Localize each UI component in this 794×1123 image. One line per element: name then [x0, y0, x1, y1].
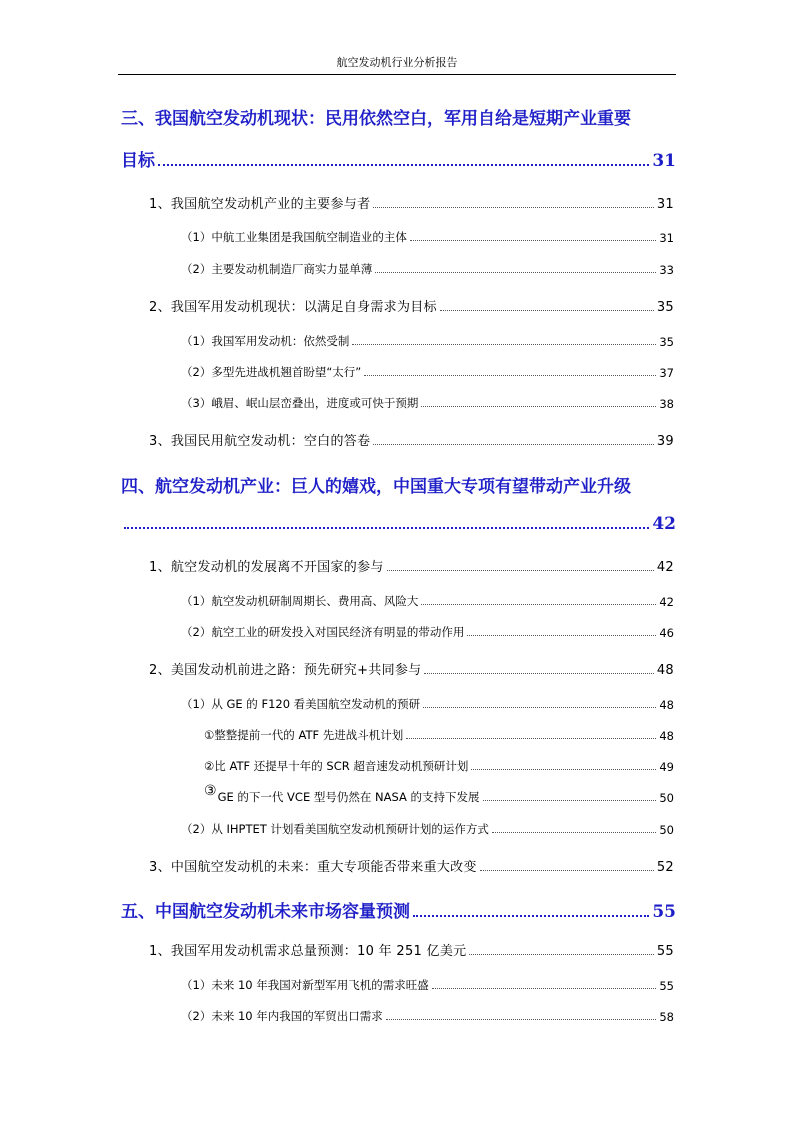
leader-dots — [421, 604, 656, 605]
toc-page-number: 38 — [659, 397, 674, 411]
toc-section-3-title-cont: 目标 — [121, 151, 155, 171]
toc-item[interactable] — [181, 977, 674, 993]
leader-dots — [386, 1019, 657, 1020]
toc-page-number: 42 — [659, 595, 674, 609]
toc-page-number: 35 — [659, 335, 674, 349]
toc-item[interactable] — [149, 556, 674, 575]
toc-item[interactable] — [181, 364, 674, 380]
toc-item-label: 2、美国发动机前进之路：预先研究+共同参与 — [149, 663, 422, 678]
toc-item[interactable] — [181, 1008, 674, 1024]
toc-item-label: （2）航空工业的研发投入对国民经济有明显的带动作用 — [181, 625, 465, 639]
leader-dots — [483, 800, 657, 801]
toc-item-label: 3、中国航空发动机的未来：重大专项能否带来重大改变 — [149, 860, 477, 875]
toc-item[interactable] — [204, 758, 674, 774]
toc-item[interactable] — [149, 659, 674, 678]
toc-section-3-title[interactable]: 三、我国航空发动机现状：民用依然空白，军用自给是短期产业重要 — [121, 109, 631, 129]
toc-page-number: 50 — [659, 791, 674, 805]
leader-dots — [352, 344, 656, 345]
toc-section-4-title[interactable]: 四、航空发动机产业：巨人的嬉戏，中国重大专项有望带动产业升级 — [121, 477, 631, 497]
toc-page-number: 49 — [659, 760, 674, 774]
toc-item-label: 2、我国军用发动机现状：以满足自身需求为目标 — [149, 300, 437, 315]
toc-page-number: 48 — [656, 663, 674, 678]
toc-page-number: 31 — [656, 197, 674, 212]
toc-item[interactable] — [181, 624, 674, 640]
toc-page-number: 35 — [656, 300, 674, 315]
toc-page-number: 31 — [652, 151, 676, 171]
toc-item[interactable] — [181, 696, 674, 712]
toc-item-label: （1）航空发动机研制周期长、费用高、风险大 — [181, 594, 419, 608]
leader-dots — [364, 375, 656, 376]
toc-page-number: 46 — [659, 626, 674, 640]
leader-dots — [440, 310, 654, 311]
toc-item-label: （1）从 GE 的 F120 看美国航空发动机的预研 — [181, 697, 421, 711]
toc-section-4-entry[interactable] — [121, 514, 676, 534]
leader-dots — [467, 635, 656, 636]
toc-item-label: （1）中航工业集团是我国航空制造业的主体 — [181, 230, 407, 244]
leader-dots — [492, 832, 656, 833]
leader-dots — [424, 673, 653, 674]
toc-item[interactable] — [181, 229, 674, 245]
toc-page-number: 55 — [652, 902, 676, 922]
leader-dots — [432, 988, 657, 989]
toc-item-label: GE 的下一代 VCE 型号仍然在 NASA 的支持下发展 — [217, 790, 480, 804]
toc-item-label: 1、航空发动机的发展离不开国家的参与 — [149, 560, 384, 575]
toc-page-number: 52 — [656, 860, 674, 875]
toc-item-label: （1）未来 10 年我国对新型军用飞机的需求旺盛 — [181, 978, 429, 992]
toc-item[interactable] — [204, 783, 674, 805]
toc-page-number: 58 — [659, 1010, 674, 1024]
toc-page-number: 39 — [656, 434, 674, 449]
toc-page-number: 33 — [659, 263, 674, 277]
leader-dots — [375, 272, 656, 273]
toc-page-number: 31 — [659, 231, 674, 245]
leader-dots — [124, 527, 649, 529]
leader-dots — [373, 207, 653, 208]
leader-dots — [387, 570, 654, 571]
toc-item-label: （2）多型先进战机翘首盼望“太行” — [181, 365, 362, 379]
circled-number-marker: ③ — [204, 783, 217, 799]
toc-item[interactable] — [181, 593, 674, 609]
toc-page-number: 50 — [659, 823, 674, 837]
toc-item[interactable] — [149, 856, 674, 875]
toc-item[interactable] — [204, 727, 674, 743]
toc-page-number: 55 — [656, 944, 674, 959]
toc-item[interactable] — [149, 430, 674, 449]
toc-section-3-entry[interactable] — [121, 146, 676, 171]
toc-page-number: 55 — [659, 979, 674, 993]
toc-page-number: 48 — [659, 698, 674, 712]
leader-dots — [158, 164, 649, 166]
toc-item-label: ①整整提前一代的 ATF 先进战斗机计划 — [204, 728, 404, 742]
toc-item-label: （3）峨眉、岷山层峦叠出，进度或可快于预期 — [181, 396, 419, 410]
toc-item-label: ②比 ATF 还提早十年的 SCR 超音速发动机预研计划 — [204, 759, 469, 773]
toc-item[interactable] — [149, 296, 674, 315]
toc-page-number: 42 — [656, 560, 674, 575]
leader-dots — [471, 769, 656, 770]
toc-item-label: （1）我国军用发动机：依然受制 — [181, 334, 350, 348]
leader-dots — [406, 738, 656, 739]
leader-dots — [421, 406, 656, 407]
toc-section-5-entry[interactable] — [121, 897, 676, 922]
leader-dots — [469, 954, 653, 955]
toc-page-number: 42 — [652, 514, 676, 534]
toc-item-label: 1、我国航空发动机产业的主要参与者 — [149, 197, 371, 212]
toc-item-label: （2）主要发动机制造厂商实力显单薄 — [181, 262, 373, 276]
leader-dots — [480, 870, 654, 871]
leader-dots — [410, 240, 657, 241]
toc-item[interactable] — [149, 940, 674, 959]
toc-item[interactable] — [181, 261, 674, 277]
leader-dots — [423, 707, 656, 708]
toc-page-number: 37 — [659, 366, 674, 380]
toc-section-5-title: 五、中国航空发动机未来市场容量预测 — [121, 902, 410, 922]
leader-dots — [413, 915, 649, 917]
toc-item-label: 1、我国军用发动机需求总量预测：10 年 251 亿美元 — [149, 944, 467, 959]
toc-item-label: （2）未来 10 年内我国的军贸出口需求 — [181, 1009, 383, 1023]
toc-item[interactable] — [181, 395, 674, 411]
header-title: 航空发动机行业分析报告 — [336, 56, 458, 69]
toc-item[interactable] — [181, 821, 674, 837]
toc-item-label: 3、我国民用航空发动机：空白的答卷 — [149, 434, 371, 449]
toc-page-number: 48 — [659, 729, 674, 743]
toc-item-label: （2）从 IHPTET 计划看美国航空发动机预研计划的运作方式 — [181, 822, 489, 836]
toc-item[interactable] — [149, 193, 674, 212]
leader-dots — [373, 444, 653, 445]
toc-item[interactable] — [181, 333, 674, 349]
